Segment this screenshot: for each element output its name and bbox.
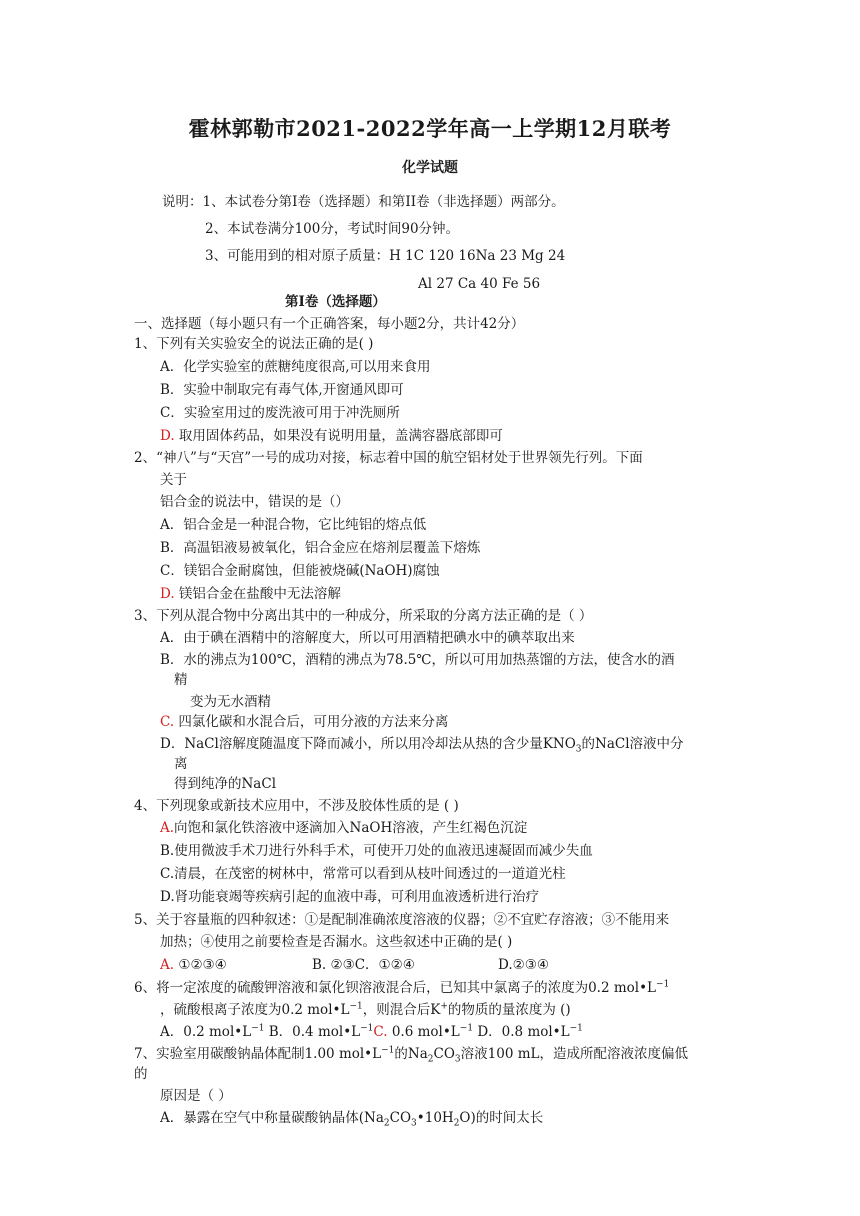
question-4-stem: 4、下列现象或新技术应用中，不涉及胶体性质的是 ( ) xyxy=(134,798,459,814)
question-7-stem-cont: 的 xyxy=(134,1066,148,1082)
section1-heading: 一、选择题（每小题只有一个正确答案，每小题2分，共计42分） xyxy=(134,316,525,332)
question-1-option-a: A．化学实验室的蔗糖纯度很高,可以用来食用 xyxy=(160,359,431,375)
question-6-option-d: D．0.8 $mol•L^{-1}$ xyxy=(473,1023,583,1040)
question-4-option-d: D.肾功能衰竭等疾病引起的血液中毒，可利用血液透析进行治疗 xyxy=(160,889,540,905)
question-2-option-b: B．高温铝液易被氧化，铝合金应在熔剂层覆盖下熔炼 xyxy=(160,540,481,556)
question-5-option-d: D.②③④ xyxy=(498,957,549,973)
question-3-option-b-cont: 精 xyxy=(174,672,188,688)
question-2-option-a: A．铝合金是一种混合物，它比纯铝的熔点低 xyxy=(160,517,427,533)
question-4-option-a: A.向饱和氯化铁溶液中逐滴加入NaOH溶液，产生红褐色沉淀 xyxy=(160,820,528,836)
answer-marker: D. xyxy=(160,586,175,602)
question-6-option-a: A．0.2 $mol•L^{-1}$ xyxy=(160,1023,265,1040)
question-1-stem: 1、下列有关实验安全的说法正确的是( ) xyxy=(134,336,374,352)
question-5-stem-cont: 加热；④使用之前要检查是否漏水。这些叙述中正确的是( ) xyxy=(160,934,513,950)
question-3-option-d-cont: 离 xyxy=(174,756,188,772)
question-7-option-a: A．暴露在空气中称量碳酸钠晶体$(Na_2CO_3•10H_2O)$的时间太长 xyxy=(160,1110,544,1129)
question-7-stem: 7、实验室用碳酸钠晶体配制1.00 $mol•L^{-1}$的$Na_2CO_3$溶液100 mL，造成所配溶液浓度偏低 xyxy=(134,1045,688,1065)
question-4-option-c: C.清晨，在茂密的树林中，常常可以看到从枝叶间透过的一道道光柱 xyxy=(160,866,566,882)
question-3-option-c: C. 四氯化碳和水混合后，可用分液的方法来分离 xyxy=(160,714,449,730)
instructions-line-2: 2、本试卷满分100分，考试时间90分钟。 xyxy=(205,221,460,237)
question-6-stem-cont: ，硫酸根离子浓度为0.2 $mol•L^{-1}$，则混合后K+的物质的量浓度为 () xyxy=(160,1001,571,1018)
part1-title: 第Ⅰ卷（选择题） xyxy=(285,294,386,310)
question-2-stem-cont: 关于 xyxy=(160,472,187,488)
question-6-option-c: C. 0.6 $mol•L^{-1}$ xyxy=(373,1023,474,1040)
exam-subtitle: 化学试题 xyxy=(402,160,458,176)
question-5-stem: 5、关于容量瓶的四种叙述：①是配制准确浓度溶液的仪器；②不宜贮存溶液；③不能用来 xyxy=(134,912,670,928)
question-2-option-c: C．镁铝合金耐腐蚀，但能被烧碱(NaOH)腐蚀 xyxy=(160,563,440,579)
question-6-option-b: B．0.4 $mol•L^{-1}$ xyxy=(264,1023,374,1040)
question-7-stem-cont: 原因是（ ） xyxy=(160,1088,232,1104)
answer-marker: D. xyxy=(160,428,175,444)
question-2-stem: 2、“神八”与“天宫”一号的成功对接，标志着中国的航空铝材处于世界领先行列。下面 xyxy=(134,450,643,466)
instructions-label: 说明： xyxy=(162,194,203,210)
question-3-option-d: D．NaCl溶解度随温度下降而减小，所以用冷却法从热的含少量$KNO_3$的NaCl溶液中分 xyxy=(160,736,684,755)
question-5-option-a: A. ①②③④ xyxy=(160,957,227,973)
question-3-option-b-cont: 变为无水酒精 xyxy=(190,694,271,710)
question-4-option-b: B.使用微波手术刀进行外科手术，可使开刀处的血液迅速凝固而减少失血 xyxy=(160,843,593,859)
question-3-option-b: B．水的沸点为100℃，酒精的沸点为78.5℃，所以可用加热蒸馏的方法，使含水的酒 xyxy=(160,652,675,668)
question-1-option-c: C．实验室用过的废洗液可用于冲洗厕所 xyxy=(160,405,400,421)
question-6-options xyxy=(160,1022,583,1042)
answer-marker: A. xyxy=(160,957,175,973)
answer-marker: A. xyxy=(160,820,175,836)
question-3-option-a: A．由于碘在酒精中的溶解度大，所以可用酒精把碘水中的碘萃取出来 xyxy=(160,630,575,646)
instructions-line-3: 3、可能用到的相对原子质量：H 1C 120 16Na 23 Mg 24 xyxy=(205,248,566,264)
question-1-option-b: B．实验中制取完有毒气体,开窗通风即可 xyxy=(160,382,404,398)
instructions-line-1: 说明：1、本试卷分第I卷（选择题）和第II卷（非选择题）两部分。 xyxy=(162,194,565,210)
question-5-option-b: B. ②③C．①②④ xyxy=(312,957,415,973)
exam-title: 霍林郭勒市2021-2022学年高一上学期12月联考 xyxy=(188,116,672,141)
question-3-stem: 3、下列从混合物中分离出其中的一种成分，所采取的分离方法正确的是（ ） xyxy=(134,608,593,624)
question-2-stem-cont: 铝合金的说法中，错误的是（） xyxy=(160,494,349,510)
question-3-option-d-cont: 得到纯净的NaCl xyxy=(174,776,277,792)
question-6-stem: 6、将一定浓度的硫酸钾溶液和氯化钡溶液混合后，已知其中氯离子的浓度为0.2 $mol•L^{-1}$ xyxy=(134,979,670,996)
instructions-line-4: Al 27 Ca 40 Fe 56 xyxy=(418,276,541,292)
question-1-option-d: D. 取用固体药品，如果没有说明用量，盖满容器底部即可 xyxy=(160,428,503,444)
answer-marker: C. xyxy=(160,714,175,730)
question-2-option-d: D. 镁铝合金在盐酸中无法溶解 xyxy=(160,586,341,602)
answer-marker: C. xyxy=(373,1024,388,1040)
